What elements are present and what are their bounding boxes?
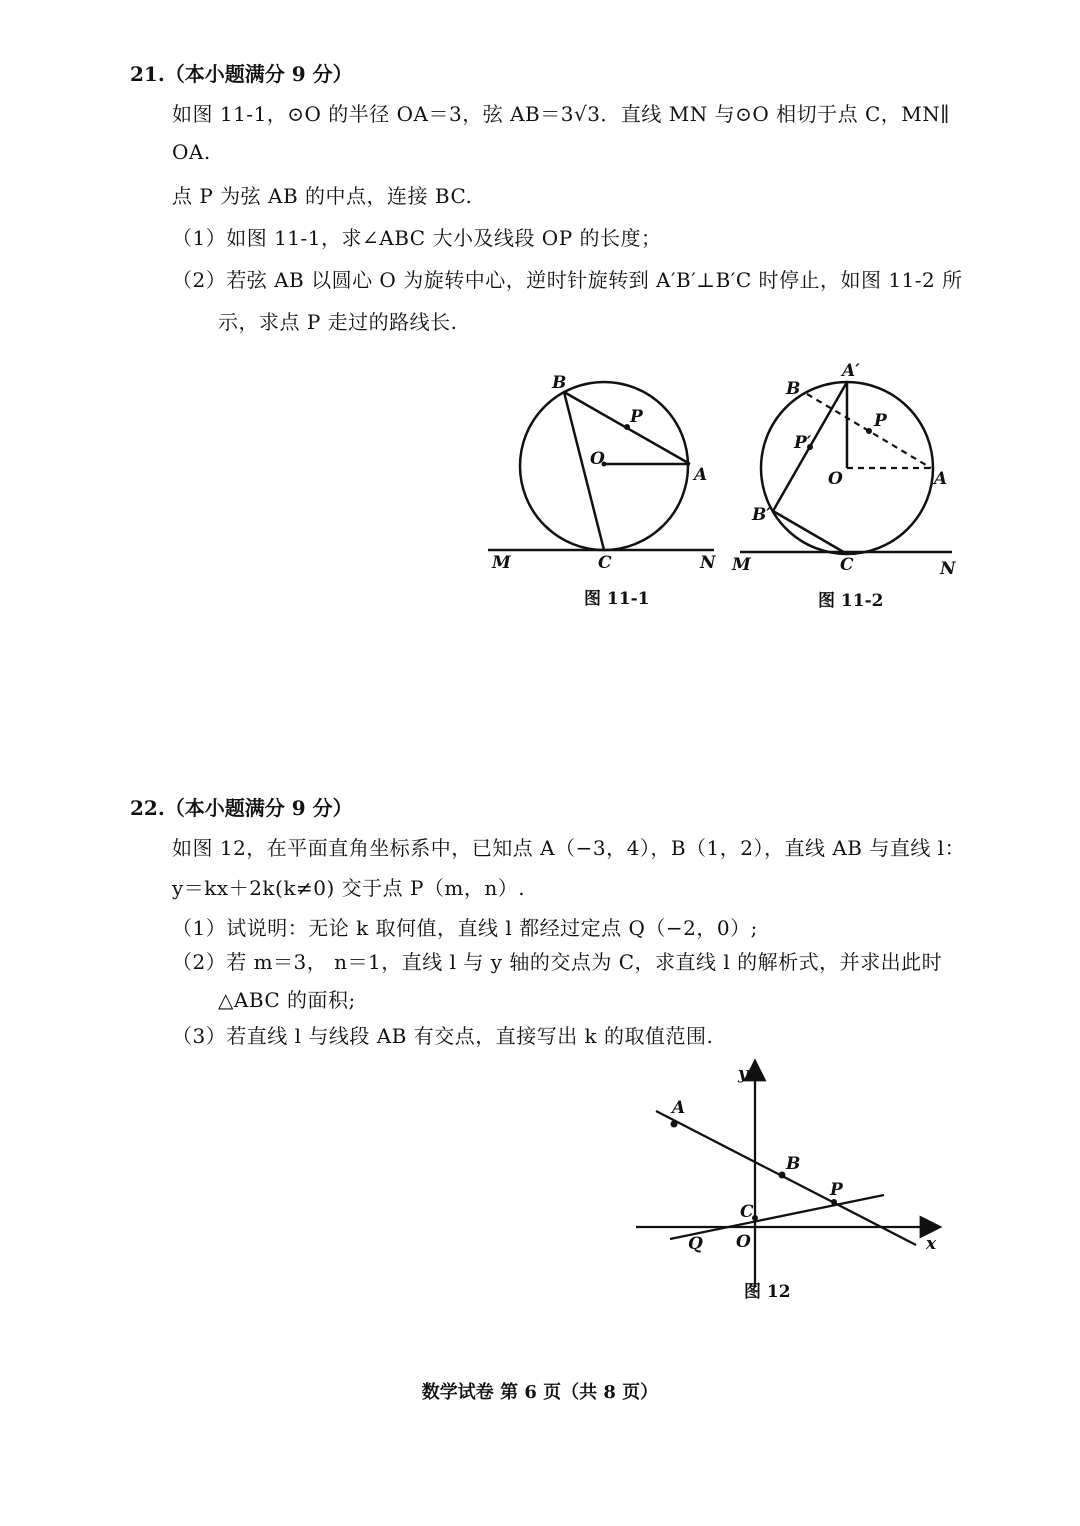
fig2-label-c: C: [840, 555, 854, 575]
fig2-label-a: A: [934, 469, 948, 489]
q22-line2: y＝kx＋2k(k≠0) 交于点 P（m，n）.: [172, 876, 526, 900]
fig1-label-c: C: [598, 553, 612, 573]
fig2-label-p1: P′: [794, 433, 812, 453]
q21-points: （本小题满分 9 分）: [164, 62, 353, 86]
figure-12: [620, 1055, 960, 1315]
fig12-label-c: C: [740, 1202, 754, 1222]
q22-part1: （1）试说明：无论 k 取何值，直线 l 都经过定点 Q（−2，0）;: [172, 916, 758, 940]
fig1-segment-bc: [564, 392, 604, 550]
fig2-label-o: O: [828, 469, 843, 489]
fig2-caption: 图 11-2: [818, 591, 884, 611]
fig12-label-p: P: [830, 1180, 843, 1200]
fig12-line-ab: [656, 1111, 916, 1245]
q22-part2: （2）若 m＝3， n＝1，直线 l 与 y 轴的交点为 C，求直线 l 的解析式，并求出此时: [172, 950, 943, 974]
fig12-label-o: O: [736, 1232, 751, 1252]
q21-header: [130, 58, 353, 87]
fig12-label-a: A: [672, 1098, 686, 1118]
fig2-label-m: M: [732, 555, 751, 575]
q22-line1: 如图 12，在平面直角坐标系中，已知点 A（−3，4），B（1，2），直线 AB 与直线 l：: [172, 836, 966, 860]
fig1-label-a: A: [694, 465, 708, 485]
q22-number: 22.: [130, 796, 165, 820]
q21-line1: 如图 11-1，⊙O 的半径 OA＝3，弦 AB＝3√3．直线 MN 与⊙O 相切于点 C，MN∥: [172, 102, 950, 126]
fig12-label-x: x: [926, 1234, 937, 1254]
q21-part2: （2）若弦 AB 以圆心 O 为旋转中心，逆时针旋转到 A′B′⊥B′C 时停止，如图 11-2 所: [172, 268, 963, 292]
fig12-line-l: [670, 1195, 884, 1239]
fig1-label-b: B: [552, 373, 567, 393]
fig2-segment-b1c: [773, 511, 847, 554]
fig12-point-b: [779, 1172, 786, 1179]
page-footer: 数学试卷 第 6 页（共 8 页）: [421, 1382, 659, 1403]
fig2-label-b1: B′: [752, 505, 771, 525]
q21-part2-cont: 示，求点 P 走过的路线长.: [218, 310, 458, 334]
q22-part3: （3）若直线 l 与线段 AB 有交点，直接写出 k 的取值范围.: [172, 1024, 714, 1048]
fig12-label-b: B: [786, 1154, 801, 1174]
q22-part2-cont: △ABC 的面积;: [218, 988, 356, 1012]
fig2-label-p: P: [874, 411, 887, 431]
fig1-label-p: P: [630, 407, 643, 427]
q22-header: [130, 792, 353, 821]
q21-figures: [470, 360, 990, 630]
fig12-caption: 图 12: [744, 1282, 791, 1302]
fig1-label-o: O: [590, 449, 605, 469]
fig12-point-a: [671, 1121, 678, 1128]
fig12-label-y: y: [738, 1064, 748, 1084]
q21-line3: 点 P 为弦 AB 的中点，连接 BC.: [172, 184, 473, 208]
q21-line2: OA.: [172, 140, 211, 164]
fig12-label-q: Q: [688, 1234, 703, 1254]
fig2-label-b: B: [786, 379, 801, 399]
fig2-point-p: [866, 428, 872, 434]
fig2-label-a1: A′: [842, 361, 860, 381]
fig1-label-n: N: [700, 553, 716, 573]
figure-11-2: [740, 382, 952, 554]
q21-part1: （1）如图 11-1，求∠ABC 大小及线段 OP 的长度；: [172, 226, 662, 250]
fig1-caption: 图 11-1: [584, 589, 650, 609]
q21-number: 21.: [130, 62, 165, 86]
q22-points: （本小题满分 9 分）: [164, 796, 353, 820]
fig1-label-m: M: [492, 553, 511, 573]
fig2-label-n: N: [940, 559, 956, 579]
